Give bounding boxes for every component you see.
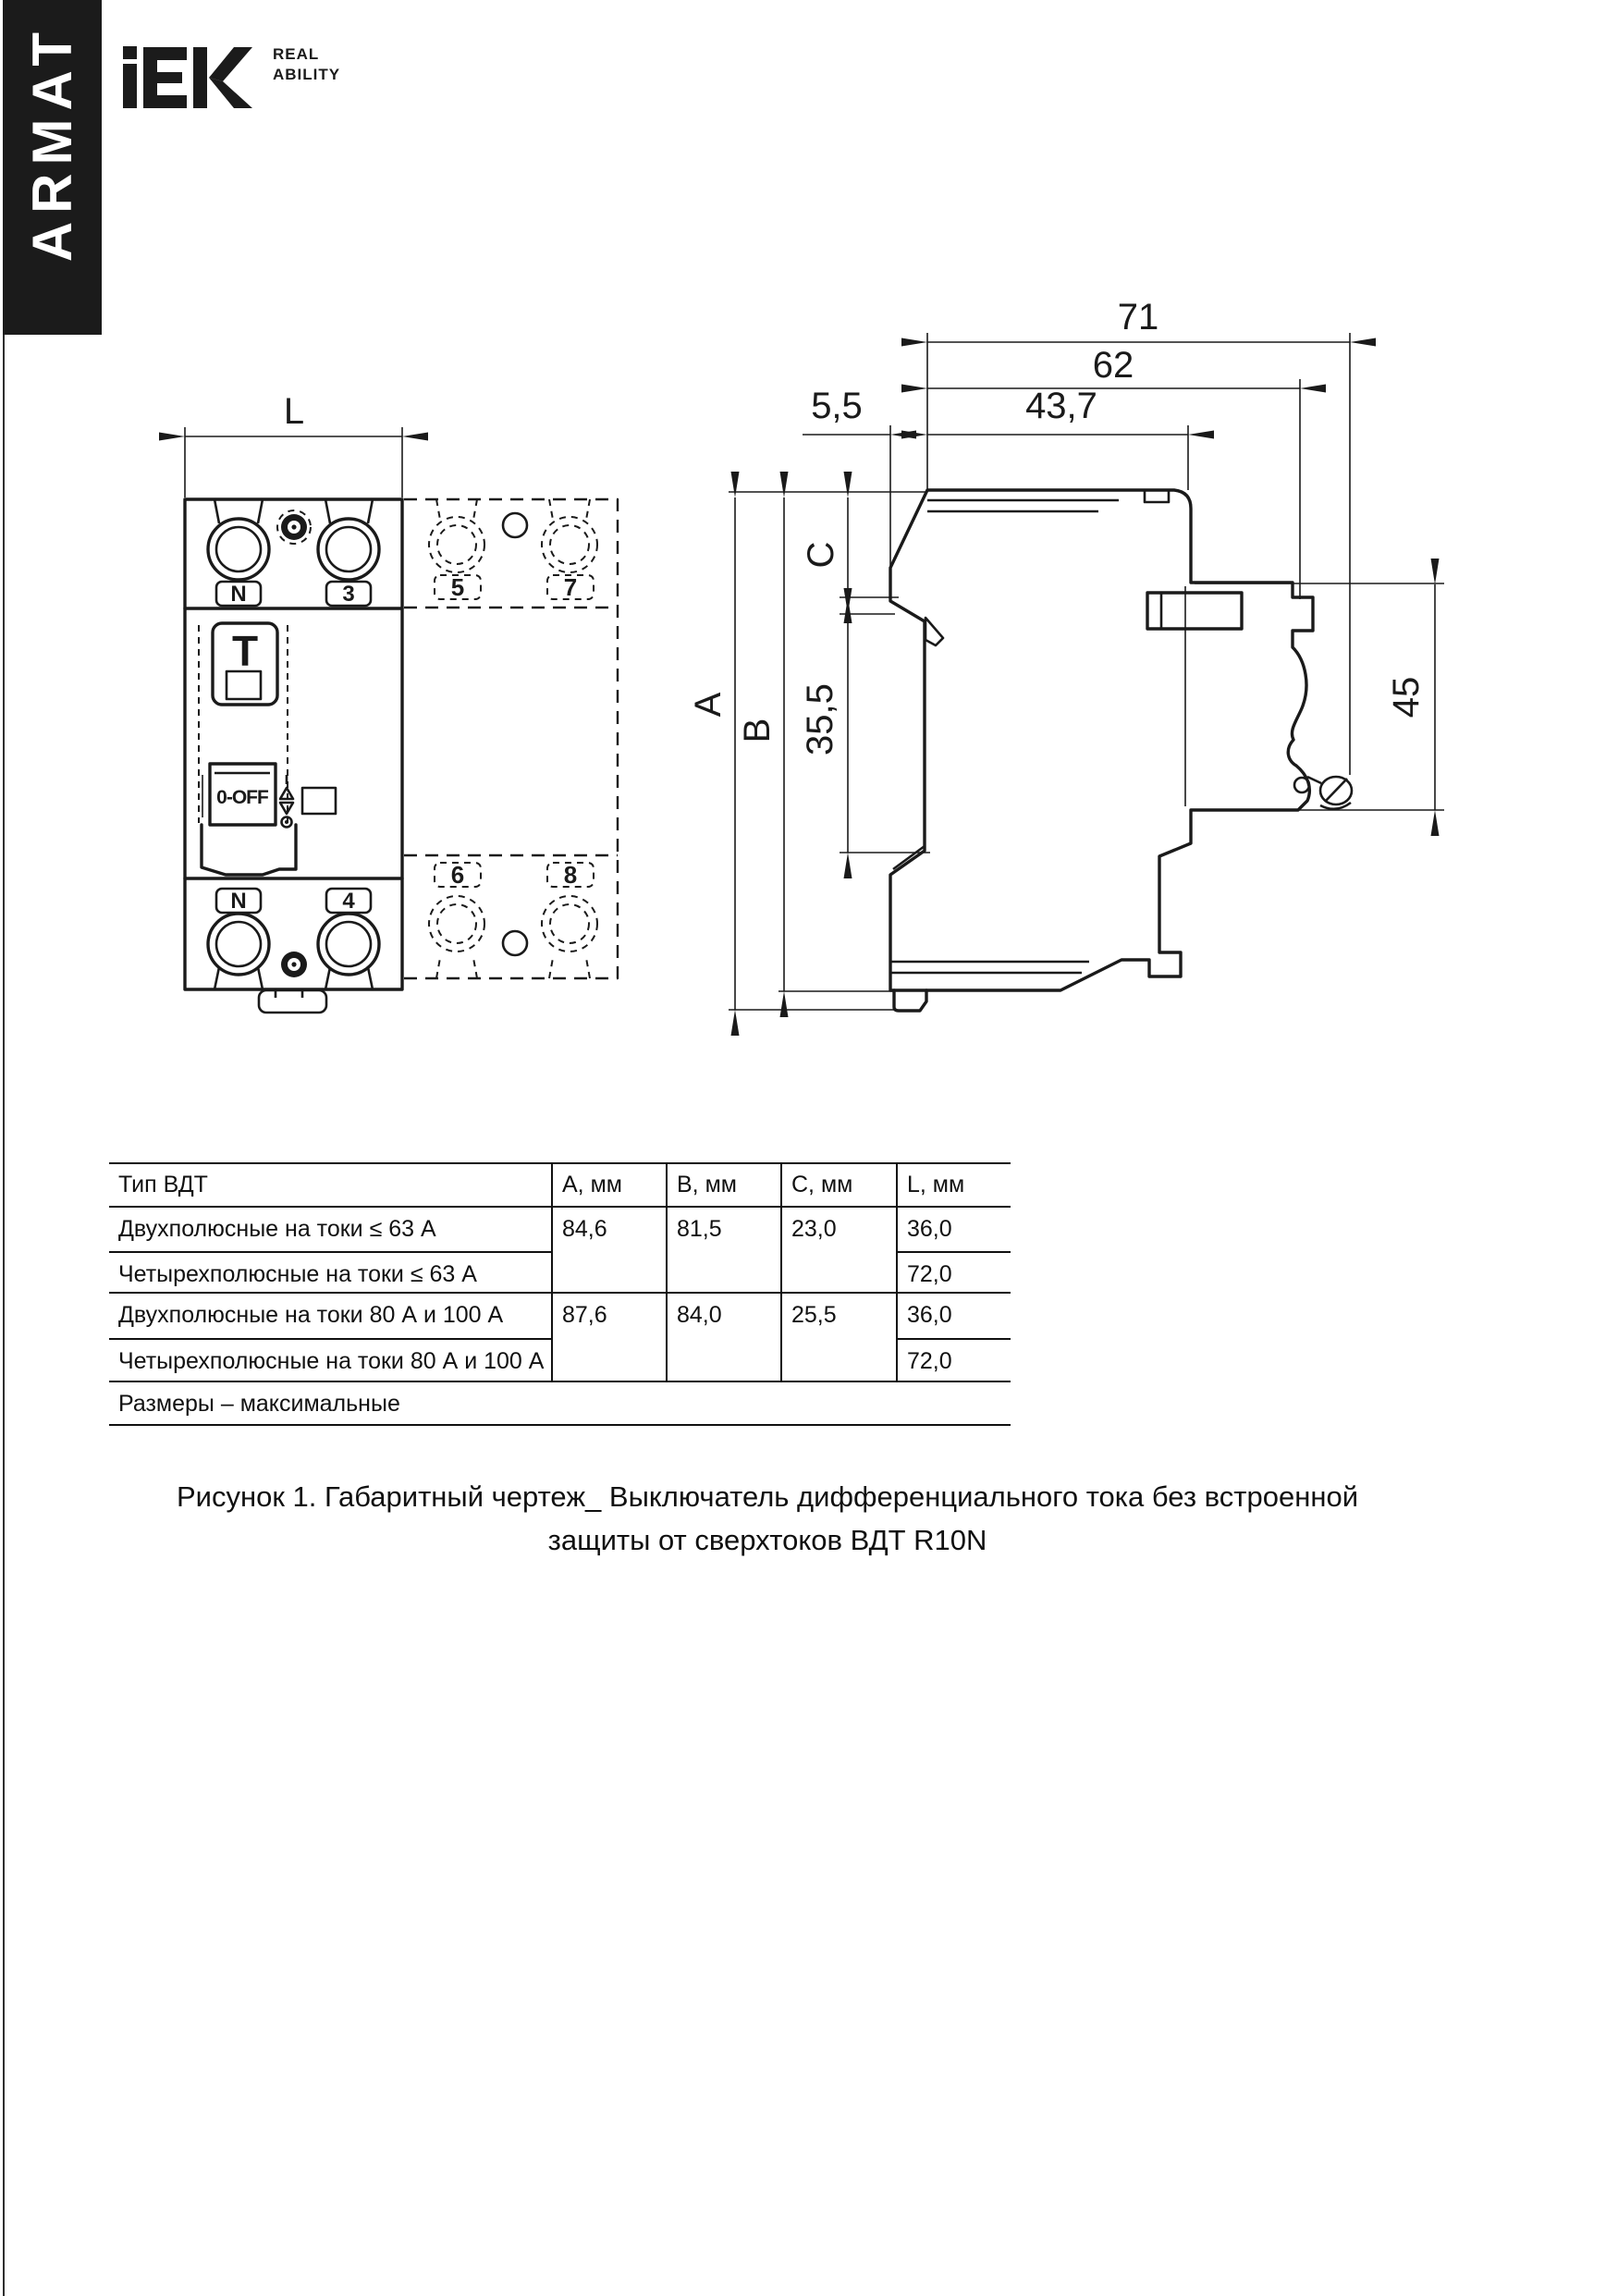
header-a: A, мм xyxy=(552,1163,667,1207)
row-type: Двухполюсные на токи ≤ 63 А xyxy=(109,1207,552,1252)
table-header-row xyxy=(109,1163,1011,1207)
bottom-screw xyxy=(281,952,307,977)
header-l: L, мм xyxy=(897,1163,1011,1207)
figure-caption-line1: Рисунок 1. Габаритный чертеж_ Выключатель дифференциального тока без встроенной xyxy=(176,1480,1359,1513)
terminal-label-n-top: N xyxy=(230,582,247,607)
test-button xyxy=(213,623,277,705)
row-type: Четырехполюсные на токи 80 А и 100 А xyxy=(109,1339,552,1381)
row-c: 23,0 xyxy=(781,1207,897,1293)
table-row xyxy=(109,1293,1011,1339)
header-b: B, мм xyxy=(667,1163,781,1207)
switch-state-label: 0-OFF xyxy=(216,787,268,808)
toggle-switch xyxy=(202,764,276,825)
dim-45-label: 45 xyxy=(1386,676,1427,718)
dim-35-5-label: 35,5 xyxy=(800,683,840,755)
dim-b-label: B xyxy=(737,718,778,743)
front-width-dim-label: L xyxy=(283,391,305,432)
table-footnote-row xyxy=(109,1381,1011,1425)
top-screw xyxy=(277,510,311,544)
row-type: Четырехполюсные на токи ≤ 63 А xyxy=(109,1252,552,1293)
dim-62-label: 62 xyxy=(1092,345,1134,386)
figure-caption-line2: защиты от сверхтоков ВДТ R10N xyxy=(547,1524,987,1556)
dim-a-label: A xyxy=(688,692,729,718)
row-b: 81,5 xyxy=(667,1207,781,1293)
dimensional-drawing xyxy=(0,0,1618,1091)
logo-tagline-line1: REAL xyxy=(273,45,320,63)
four-pole-module-dashed xyxy=(404,499,618,978)
row-l: 36,0 xyxy=(897,1207,1011,1252)
dim-c-label: C xyxy=(801,541,841,569)
row-l: 72,0 xyxy=(897,1339,1011,1381)
row-l: 36,0 xyxy=(897,1293,1011,1339)
dim-5-5-label: 5,5 xyxy=(811,386,863,426)
logo-tagline-line2: ABILITY xyxy=(273,66,341,83)
terminal-label-4: 4 xyxy=(342,889,355,914)
header-type: Тип ВДТ xyxy=(109,1163,552,1207)
module2-label-5: 5 xyxy=(450,573,465,601)
row-b: 84,0 xyxy=(667,1293,781,1381)
terminal-label-3: 3 xyxy=(342,582,355,607)
din-clip xyxy=(259,990,326,1013)
row-type: Двухполюсные на токи 80 А и 100 А xyxy=(109,1293,552,1339)
side-view-drawing xyxy=(688,297,1444,1011)
row-a: 87,6 xyxy=(552,1293,667,1381)
row-l: 72,0 xyxy=(897,1252,1011,1293)
table-footnote: Размеры – максимальные xyxy=(109,1381,1011,1425)
row-c: 25,5 xyxy=(781,1293,897,1381)
row-a: 84,6 xyxy=(552,1207,667,1293)
front-window xyxy=(302,788,336,814)
dim-71-label: 71 xyxy=(1117,297,1159,338)
header-c: C, мм xyxy=(781,1163,897,1207)
module2-label-6: 6 xyxy=(450,861,465,889)
front-view-drawing xyxy=(185,391,618,1013)
figure-caption xyxy=(92,1475,1442,1562)
test-button-letter: T xyxy=(231,627,259,675)
module2-label-8: 8 xyxy=(563,861,578,889)
brand-vertical-label: ARMAT xyxy=(21,24,83,263)
dimensions-table xyxy=(109,1162,1011,1426)
table-row xyxy=(109,1207,1011,1252)
terminal-label-n-bottom: N xyxy=(230,889,247,914)
dim-43-7-label: 43,7 xyxy=(1025,386,1097,426)
module2-label-7: 7 xyxy=(563,573,578,601)
